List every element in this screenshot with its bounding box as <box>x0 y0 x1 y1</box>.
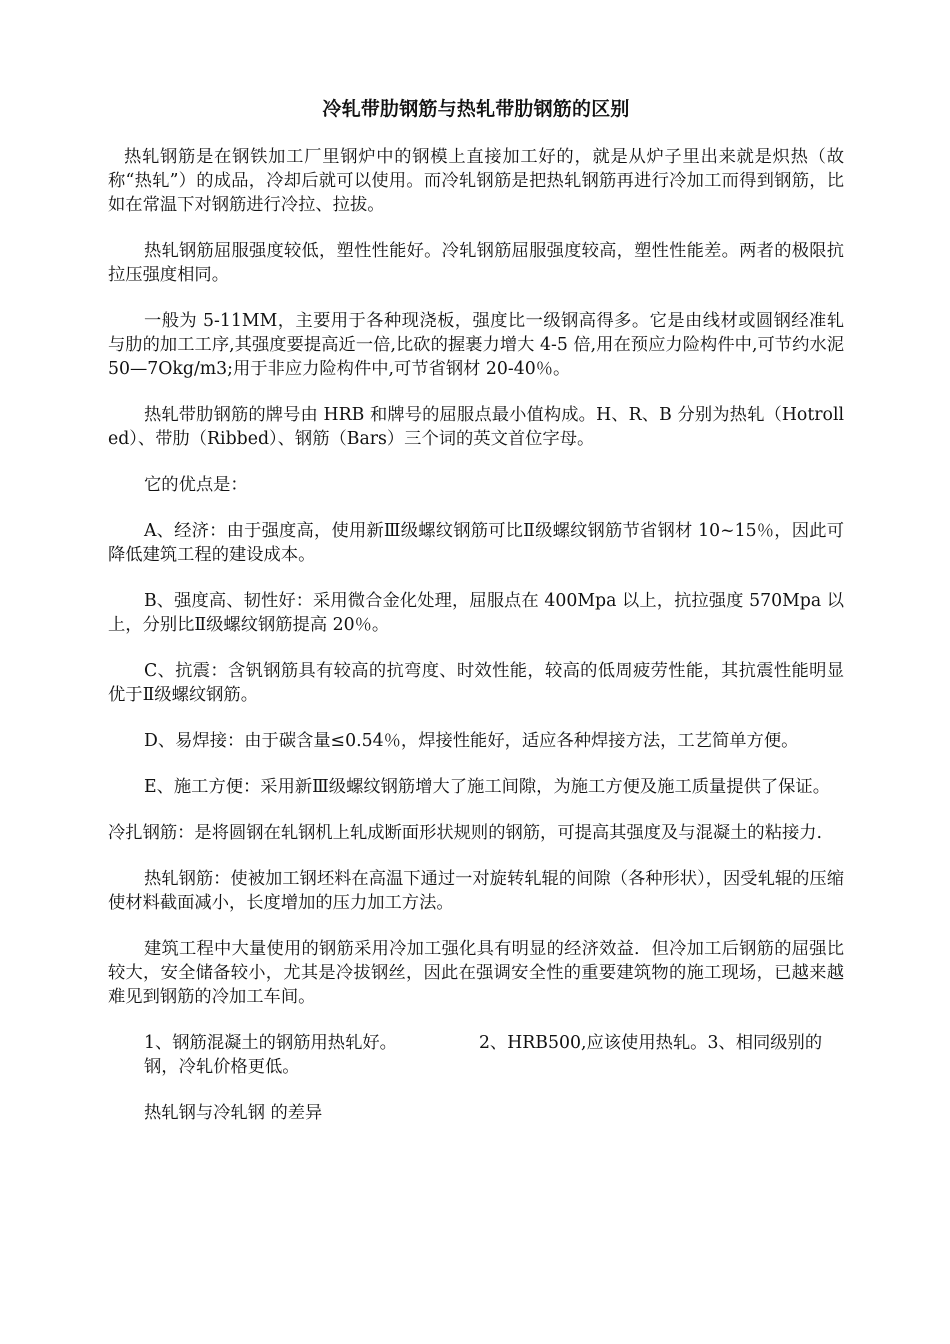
summary-list <box>108 1031 844 1079</box>
paragraph-advantage-c: C、抗震：含钒钢筋具有较高的抗弯度、时效性能，较高的低周疲劳性能，其抗震性能明显优于Ⅱ级螺纹钢筋。 <box>108 661 844 705</box>
paragraph-hrb-grade: 热轧带肋钢筋的牌号由 HRB 和牌号的屈服点最小值构成。H、R、B 分别为热轧（Hotrolled）、带肋（Ribbed）、钢筋（Bars）三个词的英文首位字母。 <box>108 405 844 449</box>
paragraph-difference-heading: 热轧钢与冷轧钢 的差异 <box>144 1103 323 1123</box>
list-item-1: 1、钢筋混凝土的钢筋用热轧好。 <box>144 1033 397 1053</box>
paragraph-advantage-b: B、强度高、韧性好：采用微合金化处理，屈服点在 400Mpa 以上，抗拉强度 570Mpa 以上，分别比Ⅱ级螺纹钢筋提高 20％。 <box>108 591 844 635</box>
paragraph-advantage-d: D、易焊接：由于碳含量≤0.54％，焊接性能好，适应各种焊接方法，工艺简单方便。 <box>144 731 799 751</box>
paragraph-cold-rolled-usage: 一般为 5-11MM，主要用于各种现浇板，强度比一级钢高得多。它是由线材或圆钢经准轧与肋的加工工序,其强度要提高近一倍,比砍的握裹力增大 4-5 倍,用在预应力险构件中,可节约水泥 50—7Okg/m3;用于非应力险构件中,可节省钢材 20-40％。 <box>108 311 844 379</box>
page-title: 冷轧带肋钢筋与热轧带肋钢筋的区别 <box>322 98 630 120</box>
paragraph-yield-strength: 热轧钢筋屈服强度较低，塑性性能好。冷轧钢筋屈服强度较高，塑性性能差。两者的极限抗拉压强度相同。 <box>108 241 844 285</box>
paragraph-cold-working: 建筑工程中大量使用的钢筋采用冷加工强化具有明显的经济效益．但冷加工后钢筋的屈强比较大，安全储备较小，尤其是冷拔钢丝，因此在强调安全性的重要建筑物的施工现场，已越来越难见到钢筋的冷加工车间。 <box>108 939 844 1007</box>
document-page <box>108 96 844 1147</box>
paragraph-advantage-a: A、经济：由于强度高，使用新Ⅲ级螺纹钢筋可比Ⅱ级螺纹钢筋节省钢材 10~15％，因此可降低建筑工程的建设成本。 <box>108 521 844 565</box>
paragraph-cold-rolled-definition: 冷扎钢筋：是将圆钢在轧钢机上轧成断面形状规则的钢筋，可提高其强度及与混凝土的粘接力. <box>108 823 823 843</box>
paragraph-advantage-e: E、施工方便：采用新Ⅲ级螺纹钢筋增大了施工间隙，为施工方便及施工质量提供了保证。 <box>144 777 830 797</box>
paragraph-hot-rolled-definition: 热轧钢筋是在钢铁加工厂里钢炉中的钢模上直接加工好的，就是从炉子里出来就是炽热（故称“热轧”）的成品，冷却后就可以使用。而冷轧钢筋是把热轧钢筋再进行冷加工而得到钢筋，比如在常温下对钢筋进行冷拉、拉拔。 <box>108 147 844 215</box>
list-item-2: 2、HRB500,应该使用热轧。3、相同级别的钢，冷轧价格更低。 <box>144 1033 823 1077</box>
paragraph-advantages-heading: 它的优点是： <box>144 475 248 495</box>
paragraph-hot-rolled-process: 热轧钢筋：使被加工钢坯料在高温下通过一对旋转轧辊的间隙（各种形状），因受轧辊的压缩使材料截面减小，长度增加的压力加工方法。 <box>108 869 844 913</box>
